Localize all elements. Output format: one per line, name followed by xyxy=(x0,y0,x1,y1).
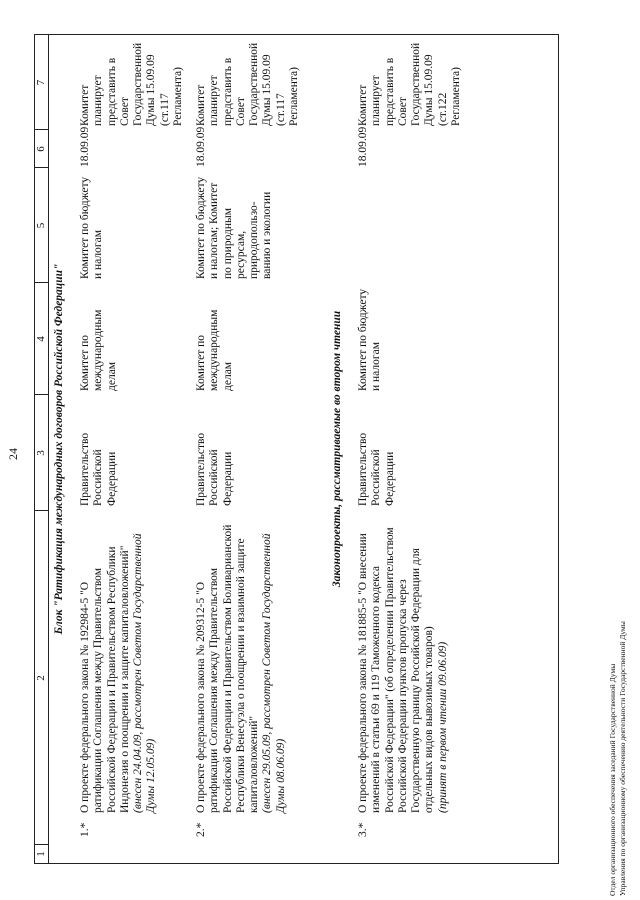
column-number: 6 xyxy=(35,146,47,152)
remark-cell: Комитет планирует представить в Совет Государственной Думы 15.09.09 (ст.117 Регламента) xyxy=(79,42,185,126)
remark-cell: Комитет планирует представить в Совет Государственной Думы 15.09.09 (ст.122 Регламента) xyxy=(357,42,463,126)
co-executor-cell: Комитет по бюджету и налогам; Комитет по природным ресурсам, природопользо- ванию и экологии xyxy=(195,176,274,279)
footer-line: Управления по организационному обеспечению деятельности Государственной Думы xyxy=(618,621,627,896)
bill-description: О проекте федерального закона № 181885-5 "О внесении изменений в статьи 69 и 119 Таможенного кодекса Российской Федерации" (об определении Правительством Российской Федерации пунктов пропуска через Государственную границу Российской Федерации для отдельных видов вывозимых товаров) xyxy=(357,527,436,813)
column-number: 7 xyxy=(35,79,47,86)
author-cell: Правительство Российской Федерации xyxy=(357,432,396,506)
page-number: 24 xyxy=(6,448,20,460)
column-number: 3 xyxy=(35,450,47,456)
column-number: 2 xyxy=(35,675,47,681)
bill-note: (принят в первом чтении 09.06.09) xyxy=(436,641,449,813)
column-number: 1 xyxy=(35,851,47,857)
date-cell: 18.09.09 xyxy=(357,126,369,167)
bill-description: О проекте федерального закона № 209312-5 "О ратификации Соглашения между Правительством Российской Федерации и Правительством Боливарианской Республики Венесуэла о поощрении и взаимной защите капиталовложений" xyxy=(195,524,261,813)
column-number: 5 xyxy=(35,222,47,229)
remark-cell: Комитет планирует представить в Совет Государственной Думы 15.09.09 (ст.117 Регламента) xyxy=(195,42,301,126)
bill-description: О проекте федерального закона № 192984-5 "О ратификации Соглашения между Правительством Российской Федерации и Правительством Республики Индонезия о поощрении и защите капиталовложений" xyxy=(79,545,131,813)
section-heading: Блок "Ратификация международных договоров Российской Федерации" xyxy=(53,263,65,635)
plan-table xyxy=(34,34,559,864)
date-cell: 18.09.09 xyxy=(195,126,207,167)
row-number: 2.* xyxy=(195,822,207,837)
row-number: 1.* xyxy=(79,822,91,837)
bill-note: (внесен 29.05.09, рассмотрен Советом Государственной Думы 08.06.09) xyxy=(261,533,287,813)
co-executor-cell: Комитет по бюджету и налогам xyxy=(79,176,105,279)
date-cell: 18.09.09 xyxy=(79,126,91,167)
responsible-committee: Комитет по международным делам xyxy=(195,309,234,391)
bill-note: (внесен 24.04.09, рассмотрен Советом Государственной Думы 12.05.09) xyxy=(132,533,158,813)
author-cell: Правительство Российской Федерации xyxy=(195,432,234,506)
header-divider xyxy=(48,35,49,863)
bill-title xyxy=(79,517,159,813)
bill-title xyxy=(195,517,288,813)
row-number: 3.* xyxy=(357,822,369,837)
footer-line: Отдел организационного обеспечения заседаний Государственной Думы xyxy=(608,663,617,896)
author-cell: Правительство Российской Федерации xyxy=(79,432,118,506)
column-number: 4 xyxy=(35,336,47,342)
responsible-committee: Комитет по бюджету и налогам xyxy=(357,288,383,391)
section-heading: Законопроекты, рассматриваемые во втором чтении xyxy=(331,310,343,588)
bill-title xyxy=(357,517,450,813)
responsible-committee: Комитет по международным делам xyxy=(79,309,118,391)
